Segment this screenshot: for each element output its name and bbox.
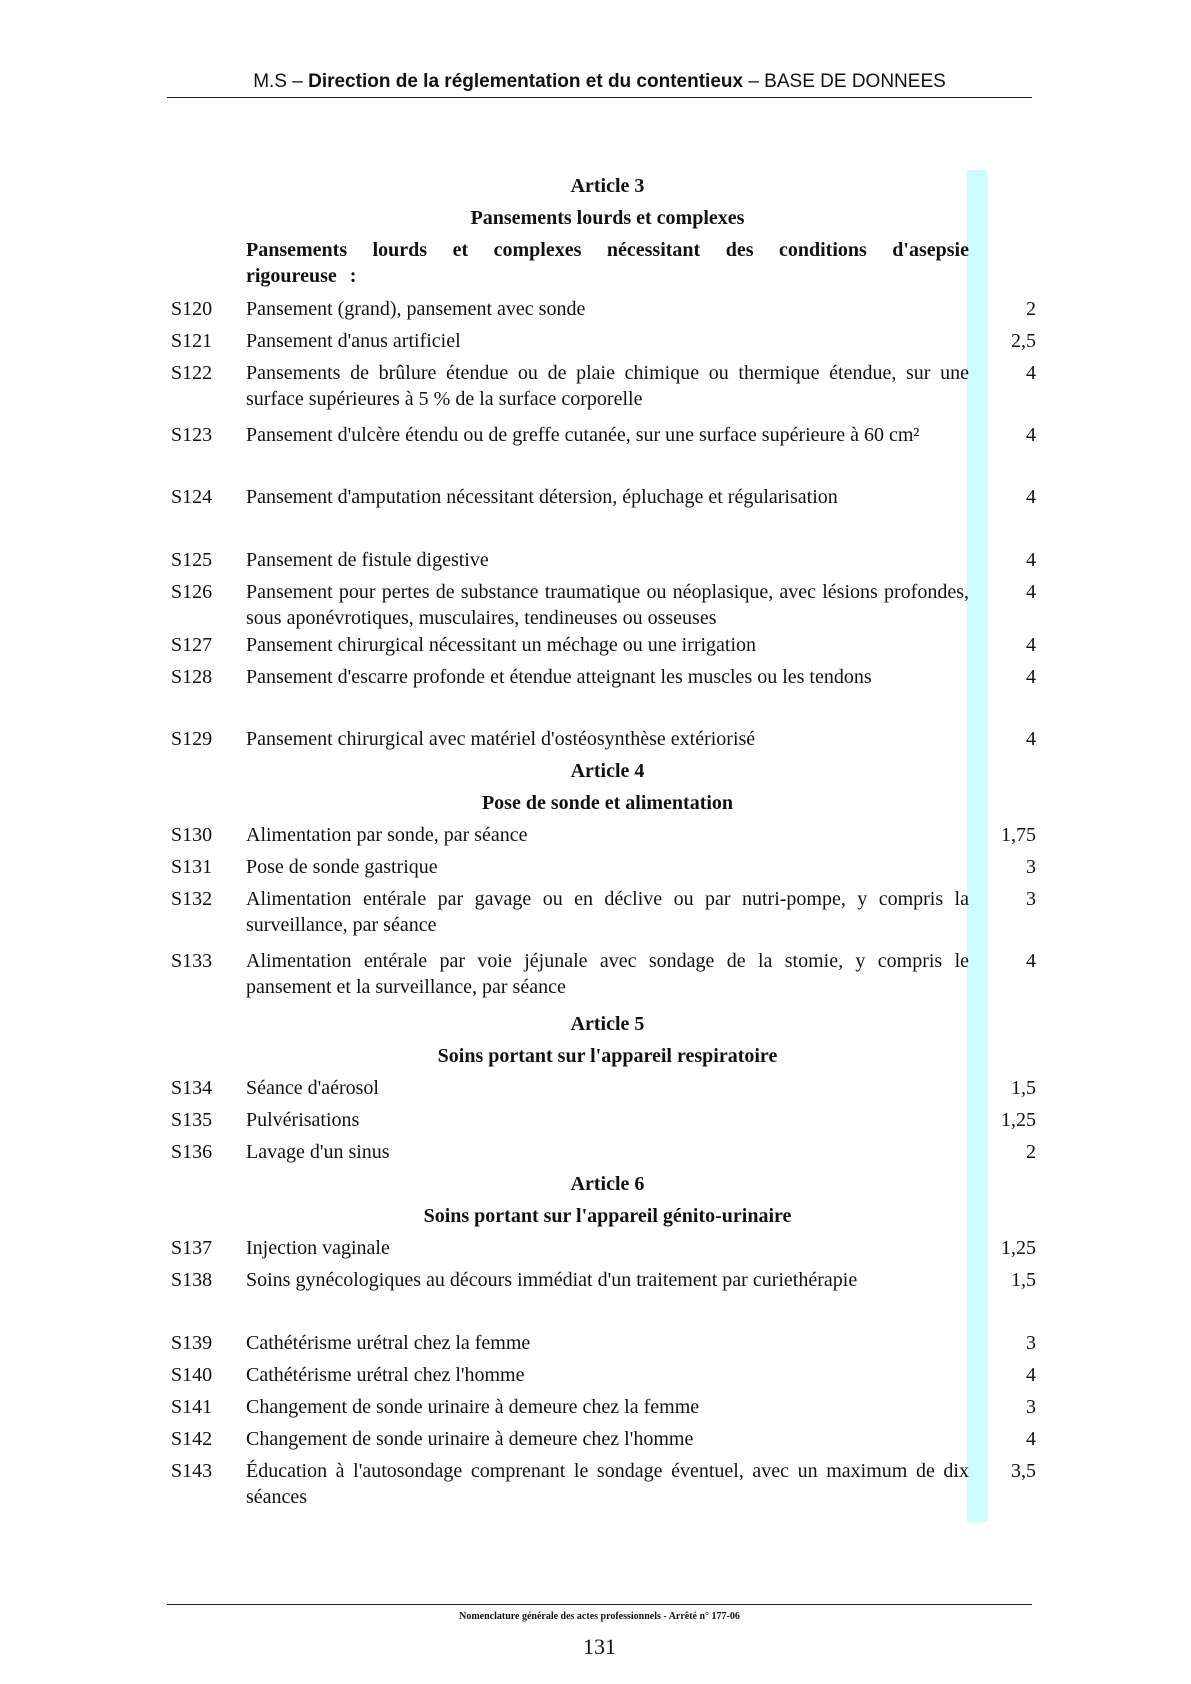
row-value: 4 xyxy=(1026,728,1036,750)
row-code: S128 xyxy=(171,666,213,688)
article-6-subtitle: Soins portant sur l'appareil génito-urinaire xyxy=(423,1205,792,1227)
row-value: 4 xyxy=(1026,950,1036,972)
row-description: Changement de sonde urinaire à demeure chez la femme xyxy=(246,1396,700,1418)
header-prefix: M.S – xyxy=(253,71,309,92)
highlight-bar xyxy=(967,170,987,1522)
row-code: S129 xyxy=(171,728,213,750)
row-code: S143 xyxy=(171,1460,213,1482)
row-description: Cathétérisme urétral chez l'homme xyxy=(246,1364,525,1386)
row-value: 4 xyxy=(1026,666,1036,688)
row-value: 1,5 xyxy=(1011,1077,1036,1099)
row-description: Pansement chirurgical nécessitant un méchage ou une irrigation xyxy=(246,634,757,656)
row-description: Soins gynécologiques au décours immédiat d'un traitement par curiethérapie xyxy=(246,1269,858,1291)
article-3-title: Article 3 xyxy=(570,175,645,197)
row-code: S126 xyxy=(171,581,213,603)
article-5-subtitle: Soins portant sur l'appareil respiratoire xyxy=(437,1045,778,1067)
article-3-subtitle: Pansements lourds et complexes xyxy=(470,207,745,229)
row-code: S125 xyxy=(171,549,213,571)
row-value: 2 xyxy=(1026,298,1036,320)
row-code: S121 xyxy=(171,330,213,352)
footer-text: Nomenclature générale des actes professionnels - Arrêté n° 177-06 xyxy=(459,1611,740,1622)
article-5-title: Article 5 xyxy=(570,1013,645,1035)
article-4-title: Article 4 xyxy=(570,760,645,782)
row-description: Pansement d'ulcère étendu ou de greffe cutanée, sur une surface supérieure à 60 cm² xyxy=(246,424,920,446)
row-description: Pansement chirurgical avec matériel d'ostéosynthèse extériorisé xyxy=(246,728,756,750)
row-value: 3 xyxy=(1026,1332,1036,1354)
row-code: S127 xyxy=(171,634,213,656)
row-value: 2,5 xyxy=(1011,330,1036,352)
row-description: Pansement (grand), pansement avec sonde xyxy=(246,298,586,320)
row-description: Éducation à l'autosondage comprenant le sondage éventuel, avec un maximum de dix séances xyxy=(246,1460,969,1508)
row-description: Alimentation entérale par gavage ou en déclive ou par nutri-pompe, y compris la surveillance, par séance xyxy=(246,888,969,936)
row-description: Cathétérisme urétral chez la femme xyxy=(246,1332,531,1354)
row-code: S133 xyxy=(171,950,213,972)
row-value: 4 xyxy=(1026,549,1036,571)
row-description: Pansement d'escarre profonde et étendue atteignant les muscles ou les tendons xyxy=(246,666,872,688)
row-description: Pose de sonde gastrique xyxy=(246,856,438,878)
row-code: S137 xyxy=(171,1237,213,1259)
row-description: Lavage d'un sinus xyxy=(246,1141,390,1163)
row-description: Pansement d'amputation nécessitant détersion, épluchage et régularisation xyxy=(246,486,838,508)
page-number: 131 xyxy=(583,1634,616,1659)
row-value: 1,25 xyxy=(1001,1109,1036,1131)
row-value: 4 xyxy=(1026,486,1036,508)
header-rule xyxy=(167,97,1032,98)
row-value: 3 xyxy=(1026,888,1036,910)
row-code: S132 xyxy=(171,888,213,910)
row-code: S136 xyxy=(171,1141,213,1163)
row-code: S135 xyxy=(171,1109,213,1131)
row-value: 4 xyxy=(1026,634,1036,656)
article-4-subtitle: Pose de sonde et alimentation xyxy=(481,792,734,814)
row-description: Injection vaginale xyxy=(246,1237,390,1259)
row-value: 3,5 xyxy=(1011,1460,1036,1482)
row-description: Changement de sonde urinaire à demeure chez l'homme xyxy=(246,1428,694,1450)
row-value: 3 xyxy=(1026,1396,1036,1418)
row-value: 1,75 xyxy=(1001,824,1036,846)
row-code: S138 xyxy=(171,1269,213,1291)
row-code: S123 xyxy=(171,424,213,446)
page-header xyxy=(167,70,1032,94)
row-code: S142 xyxy=(171,1428,213,1450)
row-value: 4 xyxy=(1026,1364,1036,1386)
row-description: Alimentation par sonde, par séance xyxy=(246,824,528,846)
row-description: Pansements de brûlure étendue ou de plaie chimique ou thermique étendue, sur une surface supérieures à 5 % de la surface corporelle xyxy=(246,362,969,410)
article-3-subheading: Pansements lourds et complexes nécessitant des conditions d'asepsie rigoureuse : xyxy=(246,239,969,287)
row-code: S140 xyxy=(171,1364,213,1386)
footer-rule xyxy=(167,1604,1032,1605)
row-description: Pulvérisations xyxy=(246,1109,360,1131)
row-value: 4 xyxy=(1026,1428,1036,1450)
row-description: Pansement de fistule digestive xyxy=(246,549,489,571)
row-code: S130 xyxy=(171,824,213,846)
row-code: S134 xyxy=(171,1077,213,1099)
row-value: 4 xyxy=(1026,362,1036,384)
row-value: 3 xyxy=(1026,856,1036,878)
row-value: 4 xyxy=(1026,424,1036,446)
article-6-title: Article 6 xyxy=(570,1173,645,1195)
row-description: Séance d'aérosol xyxy=(246,1077,379,1099)
row-code: S139 xyxy=(171,1332,213,1354)
row-value: 2 xyxy=(1026,1141,1036,1163)
row-code: S122 xyxy=(171,362,213,384)
row-code: S131 xyxy=(171,856,213,878)
header-suffix: – BASE DE DONNEES xyxy=(743,71,946,92)
row-description: Alimentation entérale par voie jéjunale avec sondage de la stomie, y compris le pansement et la surveillance, par séance xyxy=(246,950,969,998)
row-value: 1,25 xyxy=(1001,1237,1036,1259)
row-code: S141 xyxy=(171,1396,213,1418)
row-value: 1,5 xyxy=(1011,1269,1036,1291)
row-code: S120 xyxy=(171,298,213,320)
row-value: 4 xyxy=(1026,581,1036,603)
row-code: S124 xyxy=(171,486,213,508)
header-bold-title: Direction de la réglementation et du contentieux xyxy=(308,71,744,92)
row-description: Pansement pour pertes de substance traumatique ou néoplasique, avec lésions profondes, sous aponévrotiques, musculaires, tendineuses ou osseuses xyxy=(246,581,969,629)
row-description: Pansement d'anus artificiel xyxy=(246,330,461,352)
